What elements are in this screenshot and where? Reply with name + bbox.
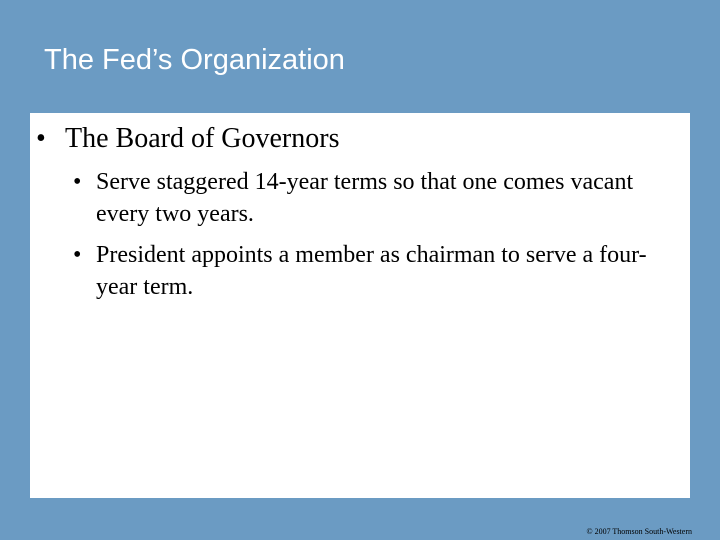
- content-panel: [30, 113, 690, 498]
- bullet-marker: •: [36, 123, 46, 154]
- slide-title: The Fed’s Organization: [44, 44, 345, 76]
- sub-bullet-staggered-terms: [30, 166, 690, 230]
- sub-bullet-text: President appoints a member as chairman to serve a four-year term.: [96, 242, 647, 300]
- copyright-notice: © 2007 Thomson South-Western: [586, 527, 692, 536]
- sub-bullet-text: Serve staggered 14-year terms so that one comes vacant every two years.: [96, 169, 634, 227]
- bullet-text: The Board of Governors: [65, 123, 340, 154]
- sub-bullet-chairman: [30, 239, 690, 303]
- sub-bullet-marker: •: [73, 169, 82, 195]
- sub-bullet-marker: •: [73, 242, 82, 268]
- sub-bullet-list: [30, 166, 690, 312]
